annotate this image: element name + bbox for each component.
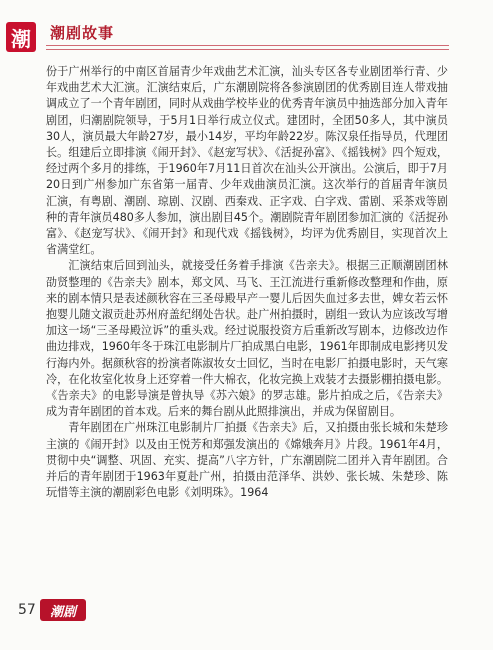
page-header xyxy=(0,0,493,62)
header-rule-top xyxy=(46,45,449,46)
paragraph-1: 份于广州举行的中南区首届青少年戏曲艺术汇演，汕头专区各专业剧团举行青、少年戏曲艺术大汇演。汇演结束后，广东潮剧院将各参演剧团的优秀剧目连人带戏抽调成立了一个青年剧团，同时从戏曲学校毕业的优秀青年演员中抽选部分加入青年剧团，归潮剧院领导，于5月1日举行成立仪式。建团时，全团50多人，其中演员30人，演员最大年龄27岁，最小14岁，平均年龄22岁。陈汉泉任指导员，代理团长。组建后立即排演《闹开封》、《赵宠写状》、《活捉孙富》、《摇钱树》四个短戏，经过两个多月的排练，于1960年7月11日首次在汕头公开演出。公演后，即于7月20日到广州参加广东省第一届青、少年戏曲演员汇演。这次举行的首届青年演员汇演，有粤剧、潮剧、琼剧、汉剧、西秦戏、正字戏、白字戏、雷剧、采茶戏等剧种的青年演员480多人参加，演出剧目45个。潮剧院青年剧团参加汇演的《活捉孙富》、《赵宠写状》、《闹开封》和现代戏《摇钱树》，均评为优秀剧目，实现首次上省满堂红。 xyxy=(46,65,448,257)
header-rule-bottom xyxy=(46,49,449,50)
page-number: 57 xyxy=(18,602,36,618)
paragraph-3: 青年剧团在广州珠江电影制片厂拍摄《告亲夫》后，又拍摄由张长城和朱楚珍主演的《闹开封》以及由王悦芳和郑强发演出的《嫦娥奔月》片段。1961年4月，贯彻中央“调整、巩固、充实、提高”八字方针，广东潮剧院二团并入青年剧团。合并后的青年剧团于1963年夏赴广州，拍摄由范泽华、洪妙、张长城、朱楚珍、陈玩惜等主演的潮剧彩色电影《刘明珠》。1964 xyxy=(46,421,448,500)
chaoju-footer-logo: 潮剧 xyxy=(40,599,86,621)
chao-logo-stamp: 潮 xyxy=(6,22,36,52)
section-title: 潮剧故事 xyxy=(50,24,115,42)
paragraph-2: 汇演结束后回到汕头，就接受任务着手排演《告亲夫》。根据三正顺潮剧团林劭贤整理的《告亲夫》剧本，郑文风、马飞、王江流进行重新修改整理和作曲，原来的剧本情只是表述颜秋容在三圣母殿早产一婴儿后因失血过多去世，婢女若云怀抱婴儿随文淑贡赴苏州府盖纪纲处告状。赴广州拍摄时，剧组一致认为应该改写增加这一场“三圣母殿泣诉”的重头戏。经过说服投资方后重新改写剧本，边修改边作曲边排戏，1960年冬于珠江电影制片厂拍成黑白电影，1961年即制成电影拷贝发行海内外。据颜秋容的扮演者陈淑妆女士回忆，当时在电影厂拍摄电影时，天气寒冷，在化妆室化妆身上还穿着一件大棉衣，化妆完换上戏装才去摄影棚拍摄电影。《告亲夫》的电影导演是曾执导《苏六娘》的罗志雄。影片拍成之后，《告亲夫》成为青年剧团的首本戏。后来的舞台剧从此照排演出，并成为保留剧目。 xyxy=(46,259,448,419)
article-body xyxy=(46,64,448,501)
